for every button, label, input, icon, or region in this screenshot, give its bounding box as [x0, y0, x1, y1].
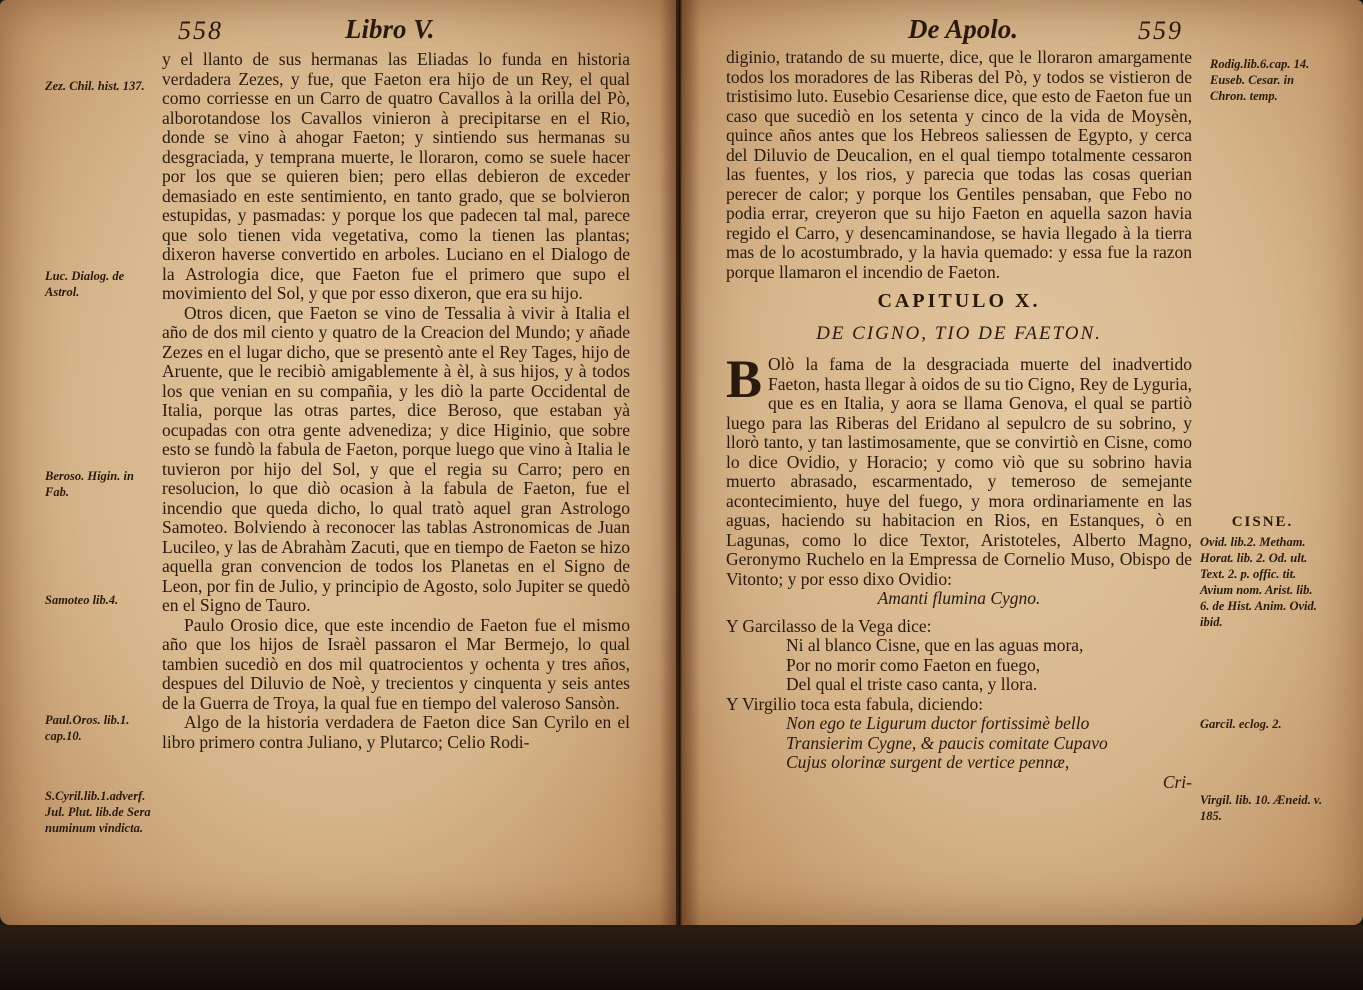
paragraph: Otros dicen, que Faeton se vino de Tessalia à vivir à Italia el año de dos mil ciento y quatro de la Creacion del Mundo; y añade Zezes en el lugar dicho, que se presentò ante el Rey Tages, hijo de Aruente, que le recibiò amigablemente à èl, à sus hijos, y à todos los que venian en su compañia, y les diò la parte Occidental de Italia, porque las otras partes, dice Beroso, que estaban yà ocupadas con otra gente advenediza; y dice Higinio, que sobre esto se fundò la fabula de Faeton, porque luego que vino à Italia le tuvieron por hijo del Sol, y que el regia su Carro; pero en resolucion, lo que diò ocasion à la fabula de Faeton, fue el incendio que queda dicho, lo qual tratò aquel gran Astrologo Samoteo. Bolviendo à reconocer las tablas Astronomicas de Juan Lucileo, y las de Abrahàm Zacuti, que en tiempo de Faeton se hizo aquella gran convencion de todos los Planetas en el Signo de Leon, por fin de Julio, y principio de Agosto, solo Jupiter se quedò en el Signo de Tauro. — [162, 302, 630, 615]
catchword: Cri- — [1162, 771, 1192, 792]
right-page — [680, 0, 1363, 925]
margin-note: Paul.Oros. lib.1. cap.10. — [45, 713, 130, 743]
margin-note: S.Cyril.lib.1.adverf. Jul. Plut. lib.de Sera numinum vindicta. — [45, 789, 151, 835]
verse-line: Ni al blanco Cisne, que en las aguas mora, — [786, 635, 1084, 655]
background-surface — [0, 925, 1363, 990]
paragraph: Paulo Orosio dice, que este incendio de Faeton fue el mismo año que los hijos de Israèl passaron el Mar Bermejo, lo qual tambien sucediò en dos mil quatrocientos y ochenta y tres años, despues del Diluvio de Noè, y trecientos y cinquenta y seis antes de la Guerra de Troya, la qual fue en tiempo del valeroso Sansòn. — [162, 614, 630, 713]
quote: Amanti flumina Cygno. — [877, 588, 1041, 608]
margin-note: Zez. Chil. hist. 137. — [45, 79, 145, 93]
verse-intro: Y Virgilio toca esta fabula, diciendo: — [726, 693, 984, 714]
margin-note: Luc. Dialog. de Astrol. — [45, 269, 125, 299]
running-head: De Apolo. — [908, 14, 1018, 44]
margin-note: Ovid. lib.2. Metham. Horat. lib. 2. Od. ult. Text. 2. p. offic. tit. Avium nom. Arist. lib. 6. de Hist. Anim. Ovid. ibid. — [1200, 535, 1317, 629]
verse-line: Por no morir como Faeton en fuego, — [786, 654, 1041, 675]
paragraph: diginio, tratando de su muerte, dice, que le lloraron amargamente todos los moradores de las Riberas del Pò, y todos se vistieron de tristisimo luto. Eusebio Cesariense dice, que esto de Faeton fue un caso que sucediò en los setenta y cinco de la vida de Moysèn, quince años antes que los Hebreos saliessen de Egypto, y cerca del Diluvio de Deucalion, en el qual tiempo totalmente cessaron las fuentes, y los rios, y parecia que todas las cosas querian perecer de calor; y porque los Gentiles pensaban, que Febo no podia errar, creyeron que su hijo Faeton en aquella sazon havia regido el Carro, y desencaminandose, se havia llegado à la tierra mas de lo acostumbrado, y la havia quemado: y essa fue la razon porque llamaron el incendio de Faeton. — [726, 47, 1192, 282]
verse-intro: Y Garcilasso de la Vega dice: — [726, 615, 932, 636]
margin-note: Beroso. Higin. in Fab. — [45, 469, 134, 499]
paragraph-text: Olò la fama de la desgraciada muerte del inadvertido Faeton, hasta llegar à oidos de su tio Cigno, Rey de Lyguria, que es en Italia, y aora se llama Genova, el qual se partiò luego para las Riberas del Eridano al sepulcro de su sobrino, y llorò tanto, y tan lastimosamente, que se convirtiò en Cisne, como lo dice Ovidio, y Horacio; y como viò que su sobrino havia muerto abrasado, escarmentado, y temeroso de semejante acontecimiento, huye del fuego, y mora ordinariamente en las aguas, haciendo su habitacion en Rios, en Estanques, ò en Lagunas, como lo dice Textor, Aristoteles, Alberto Magno, Geronymo Ruchelo en la Empressa de Cornelio Muso, Obispo de Vitonto; y por esso dixo Ovidio: — [726, 354, 1192, 589]
verse-line: Transierim Cygne, & paucis comitate Cupavo — [786, 732, 1108, 753]
verse-line: Cujus olorinæ surgent de vertice pennæ, — [786, 752, 1070, 772]
right-text-body — [726, 48, 1192, 792]
chapter-subtitle: DE CIGNO, TIO DE FAETON. — [816, 322, 1102, 344]
margin-heading: CISNE. — [1231, 514, 1294, 530]
margin-note: Garcil. eclog. 2. — [1200, 717, 1282, 731]
page-number: 559 — [1138, 16, 1183, 45]
running-head: Libro V. — [345, 14, 435, 44]
drop-cap: B — [726, 349, 763, 409]
paragraph: Algo de la historia verdadera de Faeton dice San Cyrilo en el libro primero contra Juliano, y Plutarco; Celio Rodi- — [162, 712, 630, 752]
margin-note: Rodig.lib.6.cap. 14. Euseb. Cesar. in Chron. temp. — [1210, 57, 1310, 103]
page-number: 558 — [178, 16, 223, 45]
verse-line: Non ego te Ligurum ductor fortissimè bello — [786, 713, 1090, 733]
paragraph — [726, 349, 1192, 589]
chapter-heading: CAPITULO X. — [877, 290, 1041, 312]
verse-line: Del qual el triste caso canta, y llora. — [786, 674, 1038, 694]
paragraph: y el llanto de sus hermanas las Eliadas lo funda en historia verdadera Zezes, y fue, que Faeton era hijo de un Rey, el qual como corriesse en un Carro de quatro Cavallos à la orilla del Pò, alborotandose los Cavallos vinieron à precipitarse en el Rio, donde se vino à ahogar Faeton; y sintiendo sus hermanas su desgraciada, y temprana muerte, le lloraron, como se suele hacer por los que se quieren bien; pero ellas debieron de exceder demasiado en este sentimiento, en tanto grado, que se bolvieron estupidas, y pasmadas: y porque los que padecen tal mal, parece que solo tienen vida vegetativa, como la tienen las plantas; dixeron haverse convertido en arboles. Luciano en el Dialogo de la Astrologia dice, que Faeton fue el primero que supo el movimiento del Sol, y que por esso dixeron, que era su hijo. — [162, 49, 630, 303]
margin-note: Samoteo lib.4. — [45, 593, 119, 607]
left-text-body — [162, 50, 630, 752]
margin-note: Virgil. lib. 10. Æneid. v. 185. — [1200, 793, 1323, 823]
book-gutter — [660, 0, 700, 925]
left-page — [0, 0, 676, 925]
